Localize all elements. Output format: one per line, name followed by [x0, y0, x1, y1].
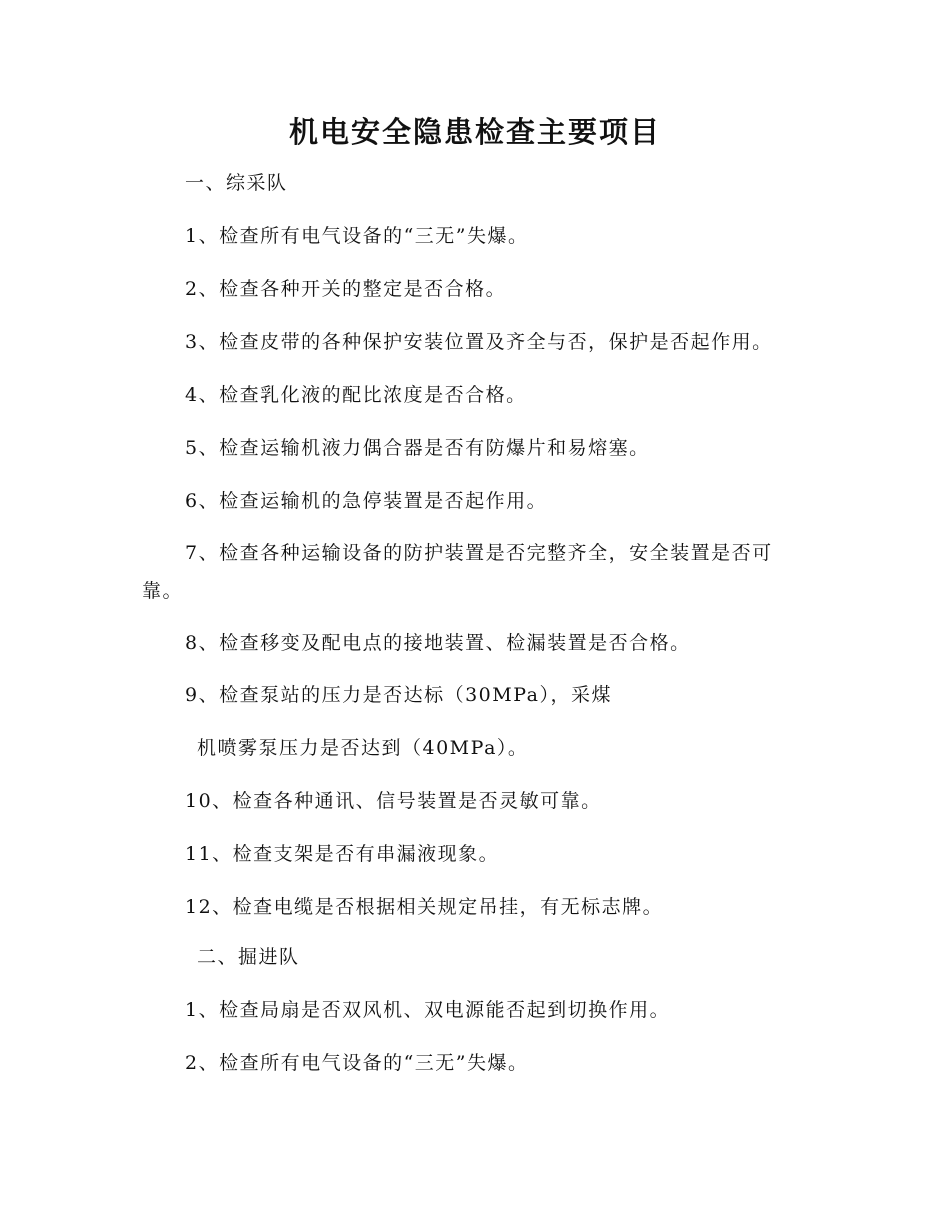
section-heading-1: 一、综采队 — [185, 172, 288, 194]
list-item: 8、检查移变及配电点的接地装置、检漏装置是否合格。 — [185, 632, 691, 654]
list-item: 1、检查所有电气设备的“三无”失爆。 — [185, 225, 529, 247]
list-item: 3、检查皮带的各种保护安装位置及齐全与否，保护是否起作用。 — [185, 331, 773, 353]
list-item: 6、检查运输机的急停装置是否起作用。 — [185, 490, 548, 512]
list-item: 10、检查各种通讯、信号装置是否灵敏可靠。 — [185, 790, 602, 812]
list-item: 11、检查支架是否有串漏液现象。 — [185, 843, 500, 865]
list-item: 4、检查乳化液的配比浓度是否合格。 — [185, 384, 527, 406]
list-item: 12、检查电缆是否根据相关规定吊挂，有无标志牌。 — [185, 896, 664, 918]
list-item: 2、检查各种开关的整定是否合格。 — [185, 278, 507, 300]
list-item-continuation: 机喷雾泵压力是否达到（40MPa）。 — [197, 737, 529, 759]
list-item-continuation: 靠。 — [142, 580, 184, 602]
section-heading-2: 二、掘进队 — [197, 946, 300, 968]
document-title: 机电安全隐患检查主要项目 — [288, 115, 661, 149]
list-item: 1、检查局扇是否双风机、双电源能否起到切换作用。 — [185, 999, 671, 1021]
list-item: 2、检查所有电气设备的“三无”失爆。 — [185, 1052, 529, 1074]
list-item: 7、检查各种运输设备的防护装置是否完整齐全，安全装置是否可 — [185, 542, 773, 564]
list-item: 9、检查泵站的压力是否达标（30MPa），采煤 — [185, 684, 612, 706]
list-item: 5、检查运输机液力偶合器是否有防爆片和易熔塞。 — [185, 437, 650, 459]
